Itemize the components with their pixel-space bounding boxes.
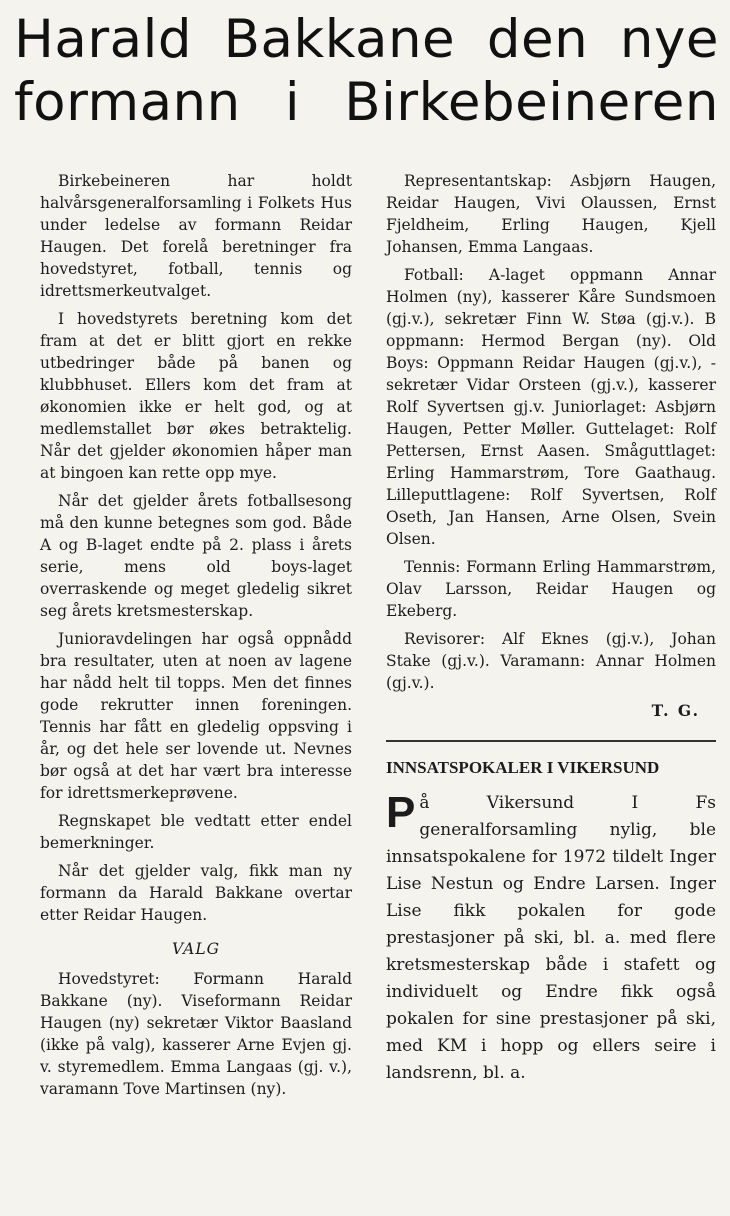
paragraph: Når det gjelder årets fotballsesong må den kunne betegnes som god. Både A og B-laget endte på 2. plass i årets serie, mens old boys-laget overraskende og meget gledelig sikret seg årets kretsmesterskap. — [40, 492, 352, 620]
valg-paragraph: Hovedstyret: Formann Harald Bakkane (ny). Viseformann Reidar Haugen (ny) sekretær Viktor Baasland (ikke på valg), kasserer Arne Evjen gj. v. styremedlem. Emma Langaas (gj. v.), varamann Tove Martinsen (ny). — [40, 970, 352, 1098]
paragraph: Regnskapet ble vedtatt etter endel bemerkninger. — [40, 812, 352, 852]
news-brief-heading: INNSATSPOKALER I VIKERSUND — [386, 758, 660, 777]
news-brief-body — [386, 790, 716, 1087]
left-column — [40, 170, 352, 1106]
paragraph: I hovedstyrets beretning kom det fram at det er blitt gjort en rekke utbedringer både på banen og klubbhuset. Ellers kom det fram at økonomien ikke er helt god, og at medlemstallet bør økes betraktelig. Når det gjelder økonomien håper man at bingoen kan rette opp mye. — [40, 310, 352, 482]
headline-line-2: formann i Birkebeineren — [14, 72, 719, 133]
paragraph: Tennis: Formann Erling Hammarstrøm, Olav Larsson, Reidar Haugen og Ekeberg. — [386, 558, 716, 620]
paragraph: Når det gjelder valg, fikk man ny formann da Harald Bakkane overtar etter Reidar Haugen. — [40, 862, 352, 924]
divider — [386, 740, 716, 742]
paragraph: Revisorer: Alf Eknes (gj.v.), Johan Stake (gj.v.). Varamann: Annar Holmen (gj.v.). — [386, 630, 716, 692]
drop-cap: P — [386, 788, 416, 837]
headline-line-1: Harald Bakkane den nye — [14, 9, 719, 70]
paragraph: Junioravdelingen har også oppnådd bra resultater, uten at noen av lagene har nådd helt til topps. Men det finnes gode rekrutter innen foreningen. Tennis har fått en gledelig oppsving i år, og det hele ser lovende ut. Nevnes bør også at det har vært bra interesse for idrettsmerkeprøvene. — [40, 630, 352, 802]
news-brief-text: å Vikersund I Fs generalforsamling nylig, ble innsatspokalene for 1972 tildelt Inger Lise Nestun og Endre Larsen. Inger Lise fikk pokalen for gode prestasjoner på ski, bl. a. med flere kretsmesterskap både i stafett og individuelt og Endre fikk også pokalen for sine prestasjoner på ski, med KM i hopp og ellers seire i landsrenn, bl. a. — [386, 793, 716, 1083]
paragraph: Fotball: A-laget oppmann Annar Holmen (ny), kasserer Kåre Sundsmoen (gj.v.), sekretær Finn W. Støa (gj.v.). B oppmann: Hermod Bergan (ny). Old Boys: Oppmann Reidar Haugen (gj.v.), -sekretær Vidar Orsteen (gj.v.), kasserer Rolf Syvertsen gj.v. Juniorlaget: Asbjørn Haugen, Petter Møller. Guttelaget: Rolf Pettersen, Ernst Aasen. Småguttlaget: Erling Hammarstrøm, Tore Gaathaug. Lilleputtlagene: Rolf Syvertsen, Rolf Oseth, Jan Hansen, Arne Olsen, Svein Olsen. — [386, 266, 716, 548]
author-signature: T. G. — [651, 701, 700, 720]
right-column — [386, 170, 716, 1087]
paragraph: Representantskap: Asbjørn Haugen, Reidar Haugen, Vivi Olaussen, Ernst Fjeldheim, Erling Haugen, Kjell Johansen, Emma Langaas. — [386, 172, 716, 256]
headline — [14, 8, 719, 134]
paragraph: Birkebeineren har holdt halvårsgeneralforsamling i Folkets Hus under ledelse av formann Reidar Haugen. Det forelå beretninger fra hovedstyret, fotball, tennis og idrettsmerkeutvalget. — [40, 172, 352, 300]
valg-heading: VALG — [171, 940, 220, 958]
